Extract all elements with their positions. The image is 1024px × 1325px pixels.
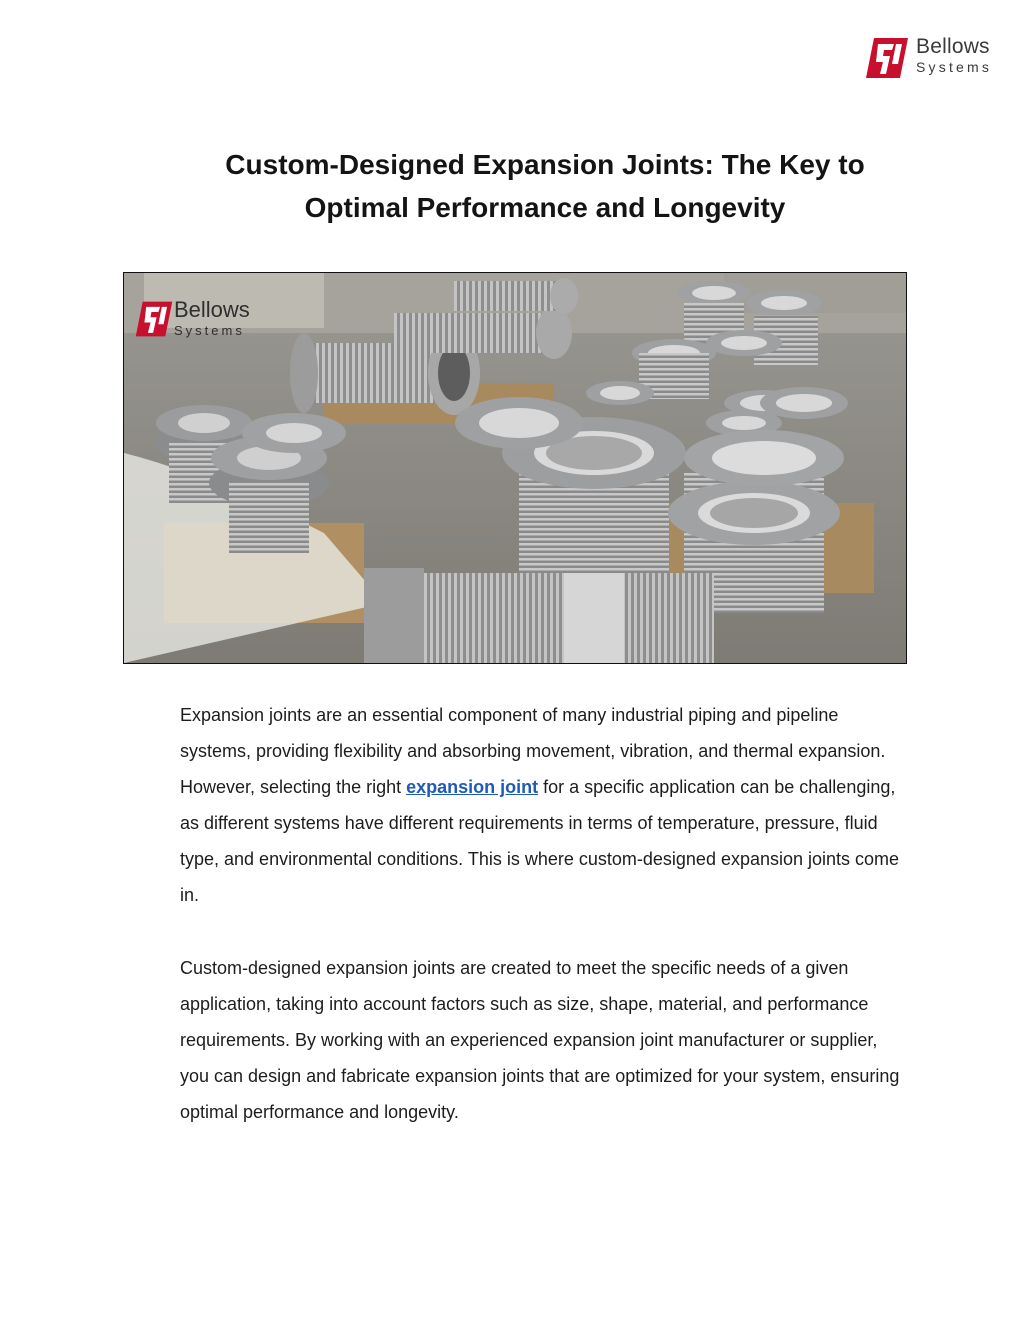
logo-wordmark-top: Bellows	[916, 35, 990, 58]
page-title: Custom-Designed Expansion Joints: The Key to Optimal Performance and Longevity	[225, 149, 865, 223]
hero-image	[123, 272, 907, 664]
custom-design-paragraph: Custom-designed expansion joints are created to meet the specific needs of a given application, taking into account factors such as size, shape, material, and performance requirements. By working with an experienced expansion joint manufacturer or supplier, you can design and fabricate expansion joints that are optimized for your system, ensuring optimal performance and longevity.	[180, 958, 900, 1122]
brand-logo	[864, 36, 1000, 82]
intro-text-before-link: Expansion joints are an essential component of many industrial piping and pipeline systems, providing flexibility and absorbing movement, vibration, and thermal expansion. However, selecting the right	[180, 705, 886, 797]
hero-logo-wordmark-bottom: Systems	[174, 323, 245, 338]
hero-logo-mark-icon	[134, 297, 174, 341]
hero-logo-wordmark-top: Bellows	[174, 297, 250, 322]
bellows-logo-mark-icon	[864, 36, 910, 80]
intro-text-after-link: for a specific application can be challenging, as different systems have different requirements in terms of temperature, pressure, fluid type, and environmental conditions. This is where custom-designed expansion joints come in.	[180, 777, 900, 905]
expansion-joint-link[interactable]: expansion joint	[406, 777, 539, 797]
intro-paragraph	[180, 697, 910, 913]
logo-wordmark-bottom: Systems	[916, 59, 993, 75]
